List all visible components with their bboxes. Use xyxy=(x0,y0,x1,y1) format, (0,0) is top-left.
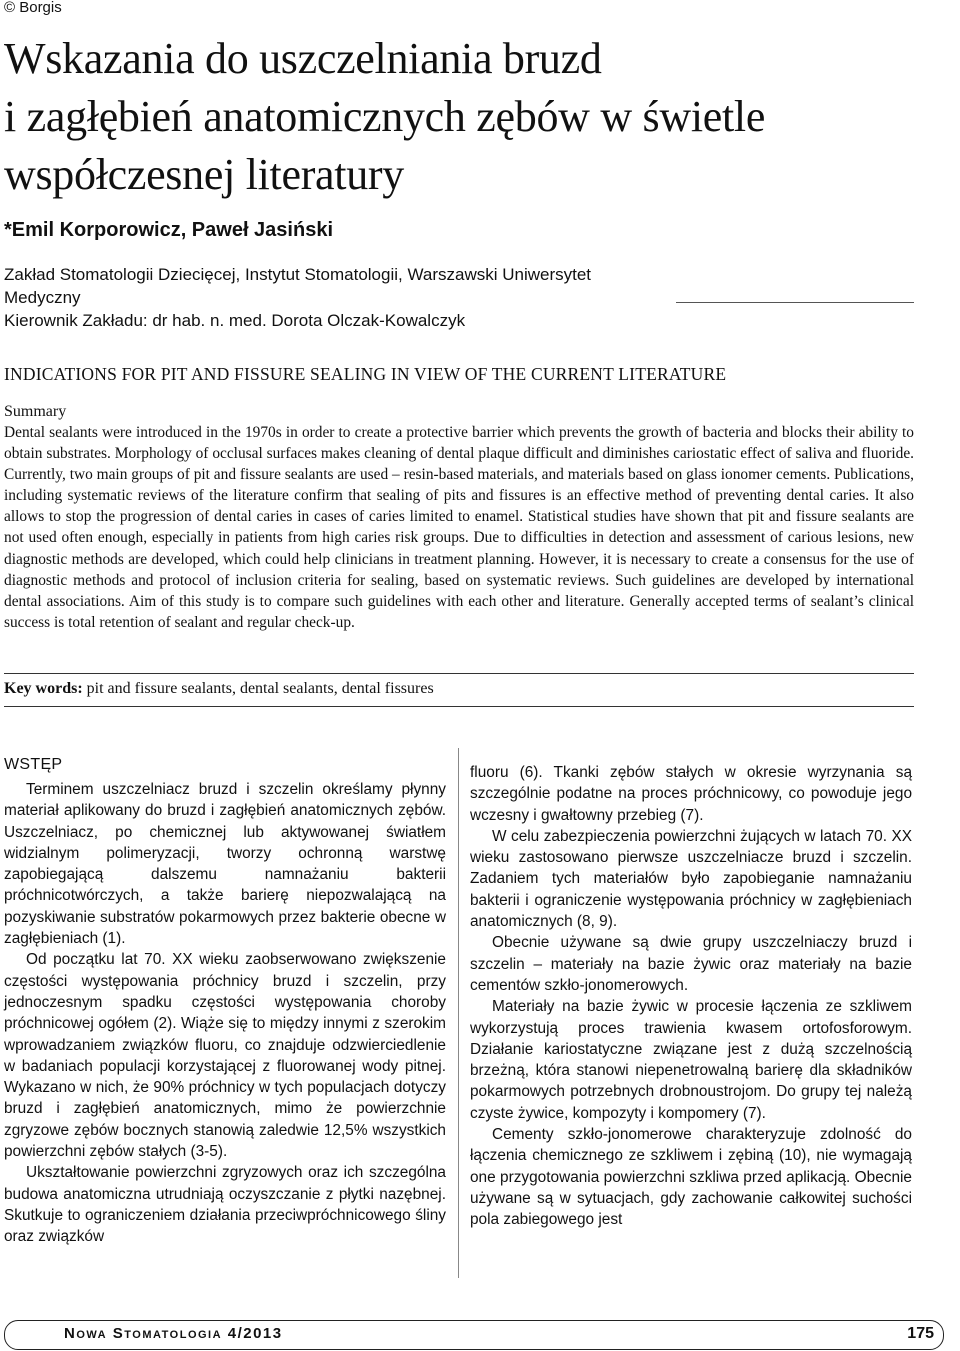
paragraph: Ukształtowanie powierzchni zgryzowych oraz ich szczególna budowa anatomiczna utrudniają oczyszczanie z płytki nazębnej. Skutkuje to ograniczeniem działania przeciwpróchnicowego śliny oraz związków xyxy=(4,1164,446,1246)
paragraph: fluoru (6). Tkanki zębów stałych w okresie wyrzynania są szczególnie podatne na proces próchnicowy, co powoduje jego wczesny i gwałtowny przebieg (7). xyxy=(470,764,912,824)
right-column xyxy=(470,762,912,1231)
keywords-bottom-rule xyxy=(4,706,914,707)
summary-text: Dental sealants were introduced in the 1970s in order to create a protective barrier which prevents the growth of bacteria and blocks their ability to obtain substrates. Morphology of occlusal surfaces makes cleaning of dental plaque difficult and diminishes cariostatic effect of saliva and fluoride. Currently, two main groups of pit and fissure sealants are used – resin-based materials, and materials based on glass ionomer cements. Publications, including systematic reviews of the literature confirm that sealing of pits and fissures is an effective method of preventing dental caries. It also allows to stop the progression of dental caries in cases of caries limited to enamel. Statistical studies have shown that pit and fissure sealants are not used often enough, especially in patients from high caries risk groups. Due to difficulties in detection and assessment of carious lesions, new diagnostic methods are developed, which could help clinicians in treatment planning. However, it is necessary to create a consensus for the use of diagnostic methods and protocol of inclusion criteria for sealing, based on systematic reviews. Such guidelines are developed by international dental associations. Aim of this study is to compare such guidelines with each other and literature. Generally accepted terms of sealant’s clinical success is total retention of sealant and regular check-up. xyxy=(4,424,914,631)
keywords xyxy=(4,679,914,699)
title-line: współczesnej literatury xyxy=(4,150,404,199)
authors: *Emil Korporowicz, Paweł Jasiński xyxy=(4,219,334,241)
paragraph: Obecnie używane są dwie grupy uszczelniaczy bruzd i szczelin – materiały na bazie żywic oraz materiały na bazie cementów szkło-jonomerowych. xyxy=(470,934,912,994)
english-title: INDICATIONS FOR PIT AND FISSURE SEALING IN VIEW OF THE CURRENT LITERATURE xyxy=(4,364,727,384)
title-line: Wskazania do uszczelniania bruzd xyxy=(4,34,602,83)
page-footer xyxy=(4,1320,944,1350)
affiliation xyxy=(4,263,664,332)
left-column xyxy=(4,779,446,1248)
title-line: i zagłębień anatomicznych zębów w świetle xyxy=(4,92,766,141)
copyright-notice: © Borgis xyxy=(4,0,62,16)
paragraph: W celu zabezpieczenia powierzchni żujących w latach 70. XX wieku zastosowano pierwsze uszczelniacze bruzd i szczelin. Zadaniem tych materiałów było zapobieganie namnażaniu bakterii i ograniczenie występowania próchnicy w zagłębieniach anatomicznych (8, 9). xyxy=(470,827,912,931)
paragraph: Materiały na bazie żywic w procesie łączenia ze szkliwem wykorzystują proces trawienia kwasem ortofosforowym. Działanie kariostatyczne związane jest z dużą szczelnością brzeżną, która stanowi niepenetrowalną barierę dla składników pokarmowych potrzebnych drobnoustrojom. Do grupy tej należą czyste żywice, kompozyty i kompomery (7). xyxy=(470,998,912,1122)
paragraph: Terminem uszczelniacz bruzd i szczelin określamy płynny materiał aplikowany do bruzd i zagłębień anatomicznych zębów. Uszczelniacz, po chemicznej lub aktywowanej światłem widzialnym polimeryzacji, tworzy ochronną warstwę zapobiegającą dalszemu namnażaniu bakterii próchnicotwórczych, a także barierę niepozwalającą na pozyskiwanie substratów pokarmowych przez bakterie obecne w zagłębieniach (1). xyxy=(4,781,446,948)
paragraph: Cementy szkło-jonomerowe charakteryzuje zdolność do łączenia chemicznego ze szkliwem i zębiną (10), nie wymagają one przygotowania powierzchni szkliwa przed aplikacją. Obecnie używane są w sytuacjach, gdy zachowanie całkowitej suchości pola zabiegowego jest xyxy=(470,1126,912,1229)
article-title xyxy=(4,30,944,204)
journal-name: Nowa Stomatologia 4/2013 xyxy=(64,1325,283,1342)
column-divider xyxy=(458,748,459,1278)
keywords-label: Key words: xyxy=(4,680,83,697)
summary-heading: Summary xyxy=(4,403,67,420)
page-number: 175 xyxy=(907,1325,934,1342)
section-heading: WSTĘP xyxy=(4,756,63,773)
affiliation-divider xyxy=(676,302,914,303)
keywords-text: pit and fissure sealants, dental sealants, dental fissures xyxy=(82,680,434,697)
affiliation-line: Zakład Stomatologii Dziecięcej, Instytut Stomatologii, Warszawski Uniwersytet Medyczny xyxy=(4,265,592,307)
affiliation-line: Kierownik Zakładu: dr hab. n. med. Dorota Olczak-Kowalczyk xyxy=(4,311,466,330)
keywords-top-rule xyxy=(4,673,914,674)
paragraph: Od początku lat 70. XX wieku zaobserwowano zwiększenie częstości występowania próchnicy bruzd i szczelin, przy jednoczesnym spadku częstości występowania choroby próchnicowej ogółem (2). Wiąże się to między innymi z szerokim wprowadzaniem związków fluoru, co znajduje odzwierciedlenie w badaniach populacji korzystającej z fluorowanej wody pitnej. Wykazano w nich, że 90% próchnicy w tych populacjach dotyczy bruzd i zagłębień anatomicznych, mimo że powierzchnie zgryzowe zębów bocznych stanowią zaledwie 12,5% wszystkich powierzchni zębów stałych (3-5). xyxy=(4,951,446,1161)
